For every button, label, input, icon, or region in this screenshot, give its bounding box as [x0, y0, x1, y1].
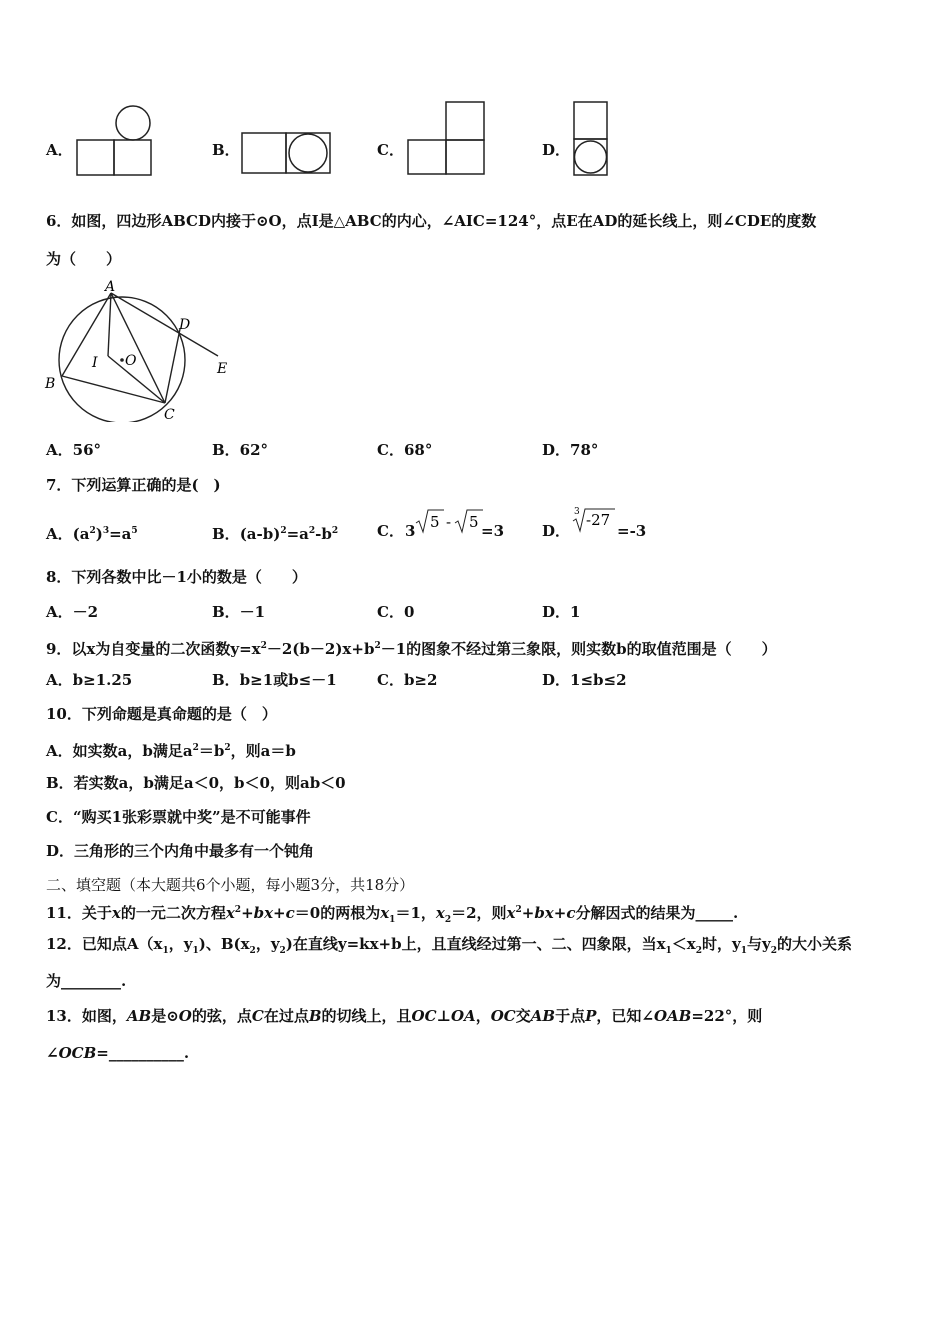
q11-p2: 的一元二次方程 [120, 904, 226, 922]
q13-oc1: OC [411, 1007, 437, 1025]
q6-option-c: C．68° [377, 441, 433, 459]
q8-option-c: C．0 [377, 603, 415, 621]
q11-f-exp: 2 [515, 905, 522, 915]
q13-p6: ⊥ [436, 1007, 451, 1025]
q8-stem: 8．下列各数中比－1小的数是（ ） [46, 568, 307, 586]
q7-b-exp3: 2 [331, 526, 339, 536]
q9-option-b: B．b≥1或b≤－1 [212, 671, 337, 689]
q7-option-d-label: D． [542, 522, 571, 540]
q8-option-b: B．－1 [212, 603, 266, 621]
q13-c: C [251, 1007, 264, 1025]
q12-p3: )、B(x [198, 935, 250, 953]
q13-o: O [178, 1007, 192, 1025]
q13-oc2: OC [490, 1007, 516, 1025]
q9-stem [46, 636, 777, 659]
q6-label-b: B [45, 376, 56, 392]
q12-s6: 2 [695, 946, 703, 956]
q7-c-coef: 3 [405, 522, 416, 540]
q7-c-minus: - [446, 513, 452, 531]
q7-option-b-label: B． [212, 525, 240, 543]
q10-option-b: B．若实数a，b满足a＜0，b＜0，则ab＜0 [46, 774, 346, 792]
q11-v1: ＝1， [395, 904, 436, 922]
q11-stem [46, 900, 738, 930]
q13-p3: 的弦，点 [191, 1007, 252, 1025]
q7-d-radical [570, 503, 620, 535]
q10-a-exp1: 2 [192, 743, 199, 753]
q6-circle-figure [40, 276, 240, 422]
q6-label-d: D [179, 317, 191, 333]
q7-b-tail: -b [315, 525, 332, 543]
q12-s5: 1 [665, 946, 672, 956]
q13-p11: =22°，则 [691, 1007, 763, 1025]
q13-stem [46, 1006, 762, 1026]
section-2-heading: 二、填空题（本大题共6个小题，每小题3分，共18分） [46, 876, 415, 894]
q12-p1: 12．已知点A（x [46, 935, 163, 953]
q10-option-c: C．“购买1张彩票就中奖”是不可能事件 [46, 808, 311, 826]
q6-stem-line1: 6．如图，四边形ABCD内接于⊙O，点I是△ABC的内心，∠AIC=124°，点E在AD的延长线上，则∠CDE的度数 [46, 212, 817, 230]
q5-option-a-figure [76, 104, 154, 178]
q13-p7: ， [475, 1007, 491, 1025]
q5-option-a-label: A． [46, 141, 73, 159]
q7-option-b [212, 521, 338, 544]
q13-l2-post: =__________. [96, 1044, 190, 1062]
q7-option-c-label: C． [377, 522, 404, 540]
q11-p1: 11．关于 [46, 904, 112, 922]
q11-f-x: x [506, 904, 516, 922]
q6-option-d: D．78° [542, 441, 599, 459]
q13-p4: 在过点 [263, 1007, 309, 1025]
q7-c-rad2: 5 [469, 513, 479, 531]
q10-a-exp2: 2 [224, 743, 231, 753]
q10-a-post: ，则a＝b [230, 742, 296, 760]
q13-ab: AB [126, 1007, 152, 1025]
q12-p4: ，y [255, 935, 280, 953]
q13-line2 [46, 1043, 189, 1063]
q7-a-exp3: 5 [131, 526, 138, 536]
q13-p1: 13．如图， [46, 1007, 127, 1025]
q12-p8: 与y [747, 935, 771, 953]
q7-c-eq: =3 [481, 522, 505, 540]
q7-d-index: 3 [574, 507, 580, 517]
q5-option-b-label: B． [212, 141, 240, 159]
q7-d-eq: =-3 [617, 522, 647, 540]
q13-oab: OAB [653, 1007, 692, 1025]
q13-p9: 于点 [555, 1007, 586, 1025]
q10-stem: 10．下列命题是真命题的是（ ） [46, 705, 277, 723]
q10-a-mid: ＝b [198, 742, 225, 760]
q9-option-a: A．b≥1.25 [46, 671, 133, 689]
q7-option-a [46, 521, 138, 544]
q5-option-d-figure [572, 100, 610, 178]
q6-label-c: C [164, 407, 175, 422]
q12-s3: 2 [249, 946, 256, 956]
q6-label-i: I [92, 355, 98, 371]
q12-p5: )在直线y=kx+b上，且直线经过第一、二、四象限，当x [285, 935, 666, 953]
q7-a-base: (a [72, 525, 90, 543]
q9-stem-mid: －2(b－2)x+b [266, 640, 375, 658]
q7-a-exp1: 2 [89, 526, 96, 536]
q11-x: x [111, 904, 121, 922]
q12-p7: 时，y [702, 935, 741, 953]
q9-stem-pre: 9．以x为自变量的二次函数y=x [46, 640, 261, 658]
q12-s1: 1 [162, 946, 169, 956]
q13-p10: ，已知∠ [596, 1007, 654, 1025]
q5-option-d-label: D． [542, 141, 571, 159]
q13-b: B [308, 1007, 322, 1025]
q7-b-exp2: 2 [308, 526, 316, 536]
q12-p6: ＜x [671, 935, 696, 953]
q7-b-exp1: 2 [280, 526, 287, 536]
q12-s7: 1 [740, 946, 747, 956]
q8-option-a: A．－2 [46, 603, 99, 621]
q12-p2: ，y [168, 935, 193, 953]
q7-b-eq: =a [286, 525, 309, 543]
q9-exp2: 2 [374, 641, 381, 651]
q8-option-d: D．1 [542, 603, 581, 621]
q9-option-c: C．b≥2 [377, 671, 438, 689]
q7-a-exp2: 3 [102, 526, 110, 536]
q11-p4: 分解因式的结果为_____. [575, 904, 739, 922]
q7-c-rad1: 5 [430, 513, 440, 531]
q7-a-mid: ) [95, 525, 103, 543]
q11-x2: x [435, 904, 445, 922]
q10-option-a [46, 738, 296, 761]
q6-label-e: E [217, 361, 228, 377]
q6-label-a: A [105, 279, 116, 295]
q13-p8: 交 [515, 1007, 531, 1025]
q9-stem-post: －1的图象不经过第三象限，则实数b的取值范围是（ ） [380, 640, 777, 658]
q5-option-c-figure [406, 100, 486, 176]
q13-l2-pre: ∠ [46, 1044, 59, 1062]
q11-s2: 2 [444, 915, 452, 925]
q7-b-base: (a-b) [239, 525, 281, 543]
q12-stem [46, 934, 852, 961]
q13-ab2: AB [530, 1007, 556, 1025]
q13-p: P [585, 1007, 597, 1025]
q7-option-a-label: A． [46, 525, 73, 543]
q12-s4: 2 [279, 946, 286, 956]
q7-stem: 7．下列运算正确的是( ) [46, 476, 221, 494]
q6-label-o: O [125, 353, 137, 369]
q6-option-a: A．56° [46, 441, 102, 459]
q9-exp1: 2 [260, 641, 267, 651]
q11-s1: 1 [389, 915, 396, 925]
q12-line2: 为________. [46, 972, 127, 990]
q11-p3: ＝0的两根为 [294, 904, 381, 922]
q11-eq-rest: +bx+c [241, 904, 295, 922]
q11-v2: ＝2，则 [451, 904, 507, 922]
q12-s2: 1 [192, 946, 199, 956]
q11-eq-exp: 2 [234, 905, 242, 915]
q7-a-eq: =a [109, 525, 132, 543]
q11-f-rest: +bx+c [521, 904, 576, 922]
q9-option-d: D．1≤b≤2 [542, 671, 627, 689]
q11-eq-x: x [225, 904, 235, 922]
q12-s8: 2 [770, 946, 777, 956]
q13-oa: OA [450, 1007, 476, 1025]
q11-x1: x [380, 904, 390, 922]
q12-p9: 的大小关系 [776, 935, 852, 953]
q5-option-b-figure [241, 131, 333, 175]
q10-a-pre: A．如实数a，b满足a [46, 742, 193, 760]
q6-option-b: B．62° [212, 441, 269, 459]
q13-p5: 的切线上，且 [321, 1007, 412, 1025]
q13-p2: 是⊙ [151, 1007, 179, 1025]
q10-option-d: D．三角形的三个内角中最多有一个钝角 [46, 842, 315, 860]
q5-option-c-label: C． [377, 141, 404, 159]
q6-stem-line2: 为（ ） [46, 250, 122, 268]
q13-ocb: OCB [58, 1044, 97, 1062]
q7-d-rad: -27 [586, 511, 611, 529]
